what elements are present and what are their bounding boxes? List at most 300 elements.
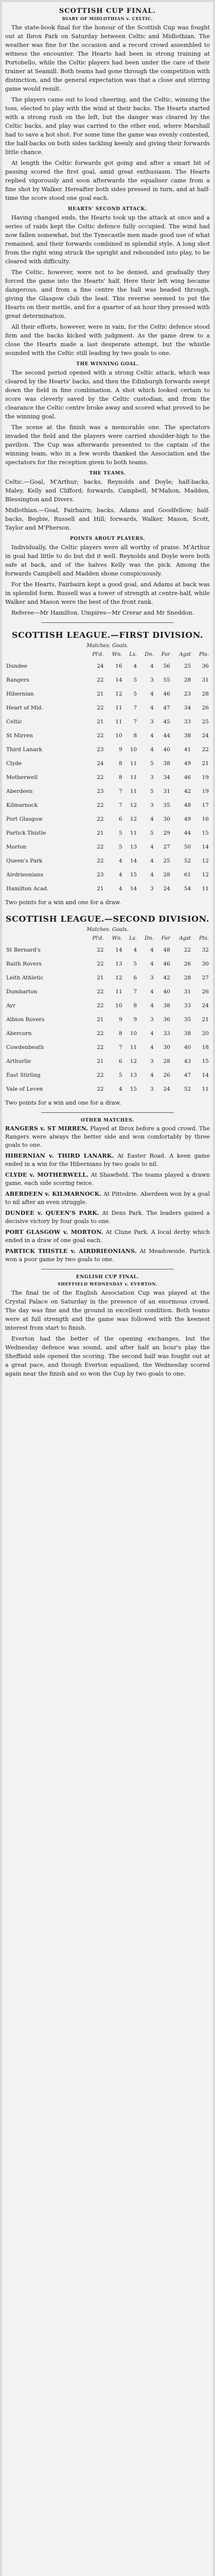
stat-cell: 49	[184, 816, 191, 822]
league-column-header: Ls.	[129, 935, 137, 941]
stat-cell: 18	[202, 1044, 209, 1050]
report-section	[5, 536, 210, 617]
league-column-header: Wn.	[112, 651, 122, 657]
table-row	[5, 1026, 210, 1040]
table-row	[5, 673, 210, 687]
stat-cell: 5	[150, 760, 154, 767]
stat-cell: 9	[133, 1016, 137, 1023]
league-column-header: For	[161, 935, 170, 941]
table-row	[5, 1012, 210, 1026]
stat-cell: 21	[97, 1016, 104, 1023]
stat-cell: 11	[130, 774, 137, 781]
league-header-row	[5, 650, 210, 659]
section-subheading: SHEFFIELD WEDNESDAY v. EVERTON.	[58, 1281, 157, 1286]
section-paragraph: All their efforts, however, were in vain, for the Celtic defence stood firm and the backs kicked with judgment. As the game drew to a close the Hearts made a last desperate attempt, but the whistle sounded with the Celtic still leading by two goals to one.	[5, 324, 210, 357]
stat-cell: 5	[133, 676, 137, 683]
table-row	[5, 882, 210, 895]
stat-cell: 4	[150, 988, 154, 995]
stat-cell: 22	[97, 946, 104, 953]
page-title: SCOTTISH CUP FINAL.	[59, 7, 156, 15]
league-column-header	[5, 650, 84, 659]
stat-cell: 7	[133, 718, 137, 725]
club-name: Aberdeen	[6, 788, 33, 794]
league-column-header: Pl'd.	[92, 935, 104, 941]
stat-cell: 33	[163, 1030, 170, 1037]
stat-cell: 34	[163, 774, 170, 781]
stat-cell: 16	[115, 663, 122, 669]
stat-cell: 46	[163, 960, 170, 967]
table-row	[5, 840, 210, 854]
club-name: Partick Thistle	[6, 829, 46, 836]
other-matches	[5, 1118, 210, 1264]
match-result	[5, 1125, 210, 1149]
stat-cell: 14	[202, 1072, 209, 1078]
match-teams: CLYDE v. MOTHERWELL.	[5, 1172, 89, 1178]
stat-cell: 15	[202, 829, 209, 836]
stat-cell: 36	[163, 1016, 170, 1023]
report-section	[5, 471, 210, 532]
club-name: East Stirling	[6, 1072, 41, 1078]
stat-cell: 31	[202, 676, 209, 683]
stat-cell: 4	[118, 885, 122, 892]
intro-block	[5, 23, 210, 202]
stat-cell: 46	[184, 774, 191, 781]
stat-cell: 14	[115, 946, 122, 953]
club-name: Queen's Park	[6, 857, 43, 864]
newspaper-column	[2, 2, 213, 2576]
stat-cell: 21	[97, 885, 104, 892]
stat-cell: 52	[184, 857, 191, 864]
stat-cell: 26	[184, 960, 191, 967]
stat-cell: 22	[97, 1002, 104, 1009]
stat-cell: 4	[133, 946, 137, 953]
stat-cell: 8	[118, 1030, 122, 1037]
table-row	[5, 998, 210, 1012]
stat-cell: 42	[184, 788, 191, 794]
stat-cell: 25	[184, 663, 191, 669]
stat-cell: 9	[118, 746, 122, 753]
stat-cell: 38	[163, 1002, 170, 1009]
match-result	[5, 1228, 210, 1245]
intro-paragraph: At length the Celtic forwards got going and after a smart bit of passing scored the first goal, amid great enthusiasm. The Hearts replied vigorously and soon afterwards the equaliser came from a fine shot by Walker. Hereafter both sides pressed in turn, and at half-time the score stood one goal each.	[5, 160, 210, 201]
intro-paragraph: The state-book final for the honour of the Scottish Cup was fought out at Ibrox Park on Saturday between Celtic and Midlothian. The weather was fine for the occasion and a record crowd assembled to witness the encounter. The Hearts had been in strong training at Portobello, while the Celtic players had been under the care of their trainer at Seamill. Both teams had gone through the competition with distinction, and the general expectation was that a close and stirring game would result.	[5, 24, 210, 92]
stat-cell: 55	[163, 676, 170, 683]
results-list	[5, 1125, 210, 1264]
table-row	[5, 756, 210, 770]
stat-cell: 35	[184, 1016, 191, 1023]
stat-cell: 30	[202, 960, 209, 967]
stat-cell: 5	[150, 788, 154, 794]
stat-cell: 30	[163, 816, 170, 822]
stat-cell: 3	[150, 676, 154, 683]
table-row	[5, 1068, 210, 1082]
stat-cell: 4	[150, 663, 154, 669]
stat-cell: 13	[115, 960, 122, 967]
stat-cell: 11	[130, 760, 137, 767]
stat-cell: 12	[202, 857, 209, 864]
club-name: Hibernian	[6, 690, 34, 697]
stat-cell: 35	[163, 802, 170, 808]
league-column-header: Pts.	[199, 935, 209, 941]
stat-cell: 44	[184, 829, 191, 836]
league-column-header: Agst	[179, 651, 191, 657]
club-name: Dundee	[6, 663, 28, 669]
section-paragraph: Having changed ends, the Hearts took up the attack at once and a series of raids kept the Celtic defence fully occupied. The wind had now fallen somewhat, but the Tynecastle men made good use of what remained, and their forwards combined in splendid style. A long shot from the right wing struck the upright and rebounded into play, to be cleared with difficulty.	[5, 214, 210, 265]
stat-cell: 3	[150, 774, 154, 781]
stat-cell: 8	[118, 774, 122, 781]
section-paragraph: The Celtic, however, were not to be denied, and gradually they forced the game into the Hearts' half. Here their left wing became dangerous, and from a fine centre the ball was headed through, giving the Glasgow club the lead. This reverse seemed to put the Hearts on their mettle, and for a quarter of an hour they pressed with great determination.	[5, 269, 210, 319]
match-result	[5, 1152, 210, 1168]
table-row	[5, 971, 210, 985]
stat-cell: 11	[115, 718, 122, 725]
stat-cell: 22	[97, 704, 104, 711]
stat-cell: 22	[97, 1072, 104, 1078]
stat-cell: 4	[150, 732, 154, 739]
stat-cell: 3	[150, 718, 154, 725]
stat-cell: 24	[202, 1002, 209, 1009]
stat-cell: 47	[184, 1072, 191, 1078]
stat-cell: 7	[118, 1044, 122, 1050]
stat-cell: 23	[97, 871, 104, 878]
stat-cell: 11	[115, 704, 122, 711]
stat-cell: 11	[130, 829, 137, 836]
stat-cell: 14	[130, 885, 137, 892]
stat-cell: 21	[97, 829, 104, 836]
match-summary: At Shawfield. The teams played a drawn game, each side scoring twice.	[5, 1172, 210, 1187]
table-row	[5, 1082, 210, 1096]
stat-cell: 23	[97, 746, 104, 753]
stat-cell: 4	[150, 1030, 154, 1037]
stat-cell: 38	[184, 732, 191, 739]
stat-cell: 4	[150, 871, 154, 878]
stat-cell: 32	[202, 946, 209, 953]
table-row	[5, 784, 210, 798]
stat-cell: 22	[97, 960, 104, 967]
stat-cell: 26	[202, 704, 209, 711]
stat-cell: 10	[130, 1030, 137, 1037]
stat-cell: 56	[163, 663, 170, 669]
stat-cell: 19	[202, 774, 209, 781]
section-paragraph: The second period opened with a strong Celtic attack, which was cleared by the Hearts' backs, and then the Edinburgh forwards swept down the field in fine combination. A shot which looked certain to score was cleverly saved by the Celtic custodian, and from the clearance the Celtic centre broke away and scored what proved to be the winning goal.	[5, 369, 210, 420]
intro-paragraph: The players came out to loud cheering, and the Celtic, winning the toss, elected to play with the wind at their backs. The Hearts started with a strong rush on the left, but the danger was cleared by the Celtic backs, and play was carried to the other end, where Marshall had to save a hot shot. For some time the game was evenly contested, the half-backs on both sides tackling keenly and giving their forwards little chance.	[5, 96, 210, 156]
stat-cell: 31	[184, 988, 191, 995]
stat-cell: 28	[163, 871, 170, 878]
stat-cell: 10	[130, 746, 137, 753]
stat-cell: 28	[184, 974, 191, 981]
stat-cell: 3	[150, 974, 154, 981]
stat-cell: 4	[150, 946, 154, 953]
club-name: Motherwell	[6, 774, 38, 781]
club-name: Albion Rovers	[6, 1016, 45, 1023]
stat-cell: 4	[150, 843, 154, 850]
stat-cell: 38	[163, 760, 170, 767]
league-column-header: Ls.	[129, 651, 137, 657]
table-row	[5, 943, 210, 957]
stat-cell: 41	[184, 746, 191, 753]
stat-cell: 27	[163, 843, 170, 850]
stat-cell: 3	[150, 1058, 154, 1064]
club-name: Port Glasgow	[6, 816, 43, 822]
club-name: St Mirren	[6, 732, 33, 739]
stat-cell: 6	[118, 1058, 122, 1064]
match-summary: At Clune Park. A local derby which ended in a draw of one goal each.	[5, 1229, 210, 1244]
stat-cell: 33	[184, 718, 191, 725]
stat-cell: 28	[202, 690, 209, 697]
page-subtitle: DIARY OF MIDLOTHIAN v. CELTIC.	[62, 16, 153, 21]
stat-cell: 23	[97, 788, 104, 794]
stat-cell: 7	[118, 802, 122, 808]
team-lineup: Midlothian.—Goal, Fairbairn; backs, Adams and Goodfellow; half-backs, Begbie, Russell and Hill; forwards, Walker, Mason, Scott, Taylor and M'Pherson.	[5, 507, 210, 531]
match-result	[5, 1171, 210, 1188]
table-row	[5, 701, 210, 715]
stat-cell: 4	[150, 1002, 154, 1009]
club-name: Abercorn	[6, 1030, 32, 1037]
stat-cell: 12	[115, 690, 122, 697]
match-teams: PORT GLASGOW v. MORTON.	[5, 1229, 103, 1235]
stat-cell: 33	[184, 1002, 191, 1009]
stat-cell: 42	[163, 974, 170, 981]
stat-cell: 11	[202, 1086, 209, 1092]
club-name: Ayr	[6, 1002, 16, 1009]
stat-cell: 21	[97, 1058, 104, 1064]
stat-cell: 17	[202, 802, 209, 808]
stat-cell: 54	[184, 885, 191, 892]
stat-cell: 5	[118, 1072, 122, 1078]
club-name: Clyde	[6, 760, 22, 767]
stat-cell: 8	[133, 732, 137, 739]
table-row	[5, 687, 210, 701]
stat-cell: 4	[150, 857, 154, 864]
stat-cell: 14	[115, 676, 122, 683]
match-result	[5, 1209, 210, 1226]
section-heading: THE TEAMS.	[89, 471, 126, 476]
divider	[41, 1112, 174, 1113]
stat-cell: 5	[118, 829, 122, 836]
club-name: Vale of Leven	[6, 1086, 43, 1092]
stat-cell: 26	[163, 1072, 170, 1078]
table-row	[5, 985, 210, 998]
stat-cell: 3	[150, 1086, 154, 1092]
club-name: Hamilton Acad.	[6, 885, 49, 892]
stat-cell: 14	[202, 843, 209, 850]
stat-cell: 11	[130, 1044, 137, 1050]
stat-cell: 8	[118, 760, 122, 767]
club-name: Rangers	[6, 676, 29, 683]
stat-cell: 7	[133, 704, 137, 711]
league-title: SCOTTISH LEAGUE.—FIRST DIVISION.	[11, 630, 204, 640]
stat-cell: 24	[202, 732, 209, 739]
stat-cell: 22	[97, 988, 104, 995]
stat-cell: 24	[163, 885, 170, 892]
stat-cell: 48	[184, 802, 191, 808]
stat-cell: 22	[184, 946, 191, 953]
stat-cell: 4	[150, 746, 154, 753]
stat-cell: 50	[184, 843, 191, 850]
stat-cell: 25	[202, 718, 209, 725]
stat-cell: 20	[202, 1030, 209, 1037]
table-row	[5, 659, 210, 673]
league-column-header: Dn.	[145, 935, 154, 941]
stat-cell: 49	[184, 760, 191, 767]
stat-cell: 10	[115, 1002, 122, 1009]
section-paragraph: The scene at the finish was a memorable one. The spectators invaded the field and the players were carried shoulder-high to the pavilion. The Cup was afterwards presented to the captain of the winning team, who in a few words thanked the Association and the spectators for the reception given to both teams.	[5, 424, 210, 466]
club-name: Third Lanark	[6, 746, 42, 753]
table-row	[5, 1054, 210, 1068]
stat-cell: 11	[115, 988, 122, 995]
stat-cell: 12	[130, 802, 137, 808]
table-row	[5, 826, 210, 840]
match-teams: HIBERNIAN v. THIRD LANARK.	[5, 1153, 114, 1159]
stat-cell: 52	[184, 1086, 191, 1092]
league-header-row	[5, 934, 210, 943]
stat-cell: 43	[184, 1058, 191, 1064]
stat-cell: 36	[202, 663, 209, 669]
stat-cell: 7	[118, 788, 122, 794]
table-row	[5, 868, 210, 882]
league-table-first	[5, 630, 210, 907]
stat-cell: 28	[163, 1058, 170, 1064]
stat-cell: 3	[150, 802, 154, 808]
stat-cell: 40	[163, 746, 170, 753]
stat-cell: 15	[130, 871, 137, 878]
stat-cell: 3	[150, 1016, 154, 1023]
stat-cell: 48	[163, 946, 170, 953]
stat-cell: 6	[133, 974, 137, 981]
stat-cell: 22	[97, 676, 104, 683]
stat-cell: 4	[150, 1044, 154, 1050]
stat-cell: 4	[118, 857, 122, 864]
match-result	[5, 1247, 210, 1264]
stat-cell: 5	[133, 960, 137, 967]
club-name: Kilmarnock	[6, 802, 38, 808]
stat-cell: 4	[133, 663, 137, 669]
league-note: Two points for a win and one for a draw.	[5, 1099, 121, 1106]
stat-cell: 15	[130, 1086, 137, 1092]
section-heading: THE WINNING GOAL.	[76, 362, 139, 367]
section-heading: POINTS ABOUT PLAYERS.	[70, 536, 145, 541]
stat-cell: 40	[163, 988, 170, 995]
section-paragraph: Individually, the Celtic players were all worthy of praise. M'Arthur in goal had little to do but did it well. Reynolds and Doyle were both safe at back, and of the halves Kelly was the pick. Among the forwards Campbell and Madden shone conspicuously.	[5, 544, 210, 577]
stat-cell: 4	[118, 871, 122, 878]
league-caption: Matches. Goals.	[86, 643, 129, 649]
stat-cell: 12	[202, 871, 209, 878]
match-teams: ABERDEEN v. KILMARNOCK.	[5, 1191, 102, 1197]
league-table-second	[5, 914, 210, 1107]
stat-cell: 24	[97, 663, 104, 669]
club-name: St Bernard's	[6, 946, 41, 953]
league-column-header: Pts.	[199, 651, 209, 657]
stat-cell: 31	[163, 788, 170, 794]
stat-cell: 4	[150, 704, 154, 711]
stat-cell: 22	[202, 746, 209, 753]
stat-cell: 21	[202, 760, 209, 767]
club-name: Morton	[6, 843, 27, 850]
league-table	[5, 650, 210, 895]
stat-cell: 46	[163, 690, 170, 697]
team-lineup: Celtic.—Goal, M'Arthur; backs, Reynolds and Doyle; half-backs, Maley, Kelly and Clifford; forwards, Campbell, M'Mahon, Madden, Blessington and Divers.	[5, 479, 210, 503]
league-column-header: Dn.	[145, 651, 154, 657]
report-section	[5, 207, 210, 358]
section-paragraph: Everton had the better of the opening exchanges, but the Wednesday defence was sound, and after half an hour's play the Sheffield side opened the scoring. The second half was fought out at a great pace, and though Everton equalised, the Wednesday scored again near the finish and so won the Cup by two goals to one.	[5, 1335, 210, 1377]
league-table	[5, 934, 210, 1096]
league-column-header: Pl'd.	[92, 651, 104, 657]
stat-cell: 4	[118, 1086, 122, 1092]
stat-cell: 22	[97, 857, 104, 864]
stat-cell: 24	[97, 760, 104, 767]
match-summary: At Dens Park. The leaders gained a decisive victory by four goals to one.	[5, 1210, 210, 1225]
club-name: Arthurlie	[6, 1058, 31, 1064]
section-paragraph: For the Hearts, Fairbairn kept a good goal, and Adams at back was in splendid form. Russell was a tower of strength at centre-half, while Walker and Mason were the best of the front rank.	[5, 581, 210, 605]
stat-cell: 8	[133, 1002, 137, 1009]
club-name: Leith Athletic	[6, 974, 44, 981]
stat-cell: 4	[150, 816, 154, 822]
table-row	[5, 854, 210, 868]
match-teams: RANGERS v. ST MIRREN.	[5, 1125, 88, 1132]
stat-cell: 13	[130, 1072, 137, 1078]
section-heading: HEARTS' SECOND ATTACK.	[68, 207, 147, 212]
club-name: Airdrieonians	[6, 871, 44, 878]
stat-cell: 4	[150, 960, 154, 967]
stat-cell: 22	[97, 1030, 104, 1037]
league-column-header: Wn.	[112, 935, 122, 941]
stat-cell: 4	[150, 690, 154, 697]
stat-cell: 21	[97, 974, 104, 981]
league-note: Two points for a win and one for a draw.	[5, 899, 121, 906]
section-paragraph: Referee—Mr Hamilton. Umpires—Mr Crerar and Mr Sneddon.	[11, 609, 194, 616]
club-name: Cowdenbeath	[6, 1044, 44, 1050]
stat-cell: 45	[163, 718, 170, 725]
stat-cell: 28	[184, 676, 191, 683]
stat-cell: 22	[97, 816, 104, 822]
stat-cell: 5	[118, 843, 122, 850]
report-section	[5, 362, 210, 467]
league-title: SCOTTISH LEAGUE.—SECOND DIVISION.	[5, 914, 210, 924]
stat-cell: 23	[184, 690, 191, 697]
stat-cell: 6	[118, 816, 122, 822]
stat-cell: 19	[202, 788, 209, 794]
match-summary: At Meadowside. Partick won a poor game by two goals to one.	[5, 1248, 210, 1263]
stat-cell: 12	[130, 816, 137, 822]
section-heading: OTHER MATCHES.	[81, 1118, 134, 1123]
stat-cell: 3	[150, 885, 154, 892]
stat-cell: 29	[163, 829, 170, 836]
stat-cell: 22	[97, 774, 104, 781]
match-teams: PARTICK THISTLE v. AIRDRIEONIANS.	[5, 1248, 137, 1255]
club-name: Dumbarton	[6, 988, 38, 995]
stat-cell: 44	[163, 732, 170, 739]
match-summary: At Easter Road. A keen game ended in a win for the Hibernians by two goals to nil.	[5, 1153, 210, 1167]
stat-cell: 22	[97, 732, 104, 739]
league-column-header: Agst	[179, 935, 191, 941]
stat-cell: 25	[163, 857, 170, 864]
section-paragraph: The final tie of the English Association Cup was played at the Crystal Palace on Saturday in the presence of an enormous crowd. The day was fine and the ground in excellent condition. Both teams were at full strength and the game was followed with the keenest interest from start to finish.	[5, 1290, 210, 1331]
stat-cell: 38	[184, 1030, 191, 1037]
stat-cell: 40	[184, 1044, 191, 1050]
stat-cell: 24	[163, 1086, 170, 1092]
stat-cell: 15	[202, 1058, 209, 1064]
stat-cell: 27	[202, 974, 209, 981]
match-summary: At Pittodrie. Aberdeen won by a goal to nil after an even struggle.	[5, 1191, 210, 1206]
stat-cell: 11	[130, 788, 137, 794]
stat-cell: 9	[118, 1016, 122, 1023]
table-row	[5, 715, 210, 728]
stat-cell: 61	[184, 871, 191, 878]
club-name: Heart of Mid.	[6, 704, 43, 711]
table-row	[5, 742, 210, 756]
match-result	[5, 1190, 210, 1207]
stat-cell: 12	[130, 1058, 137, 1064]
stat-cell: 10	[115, 732, 122, 739]
